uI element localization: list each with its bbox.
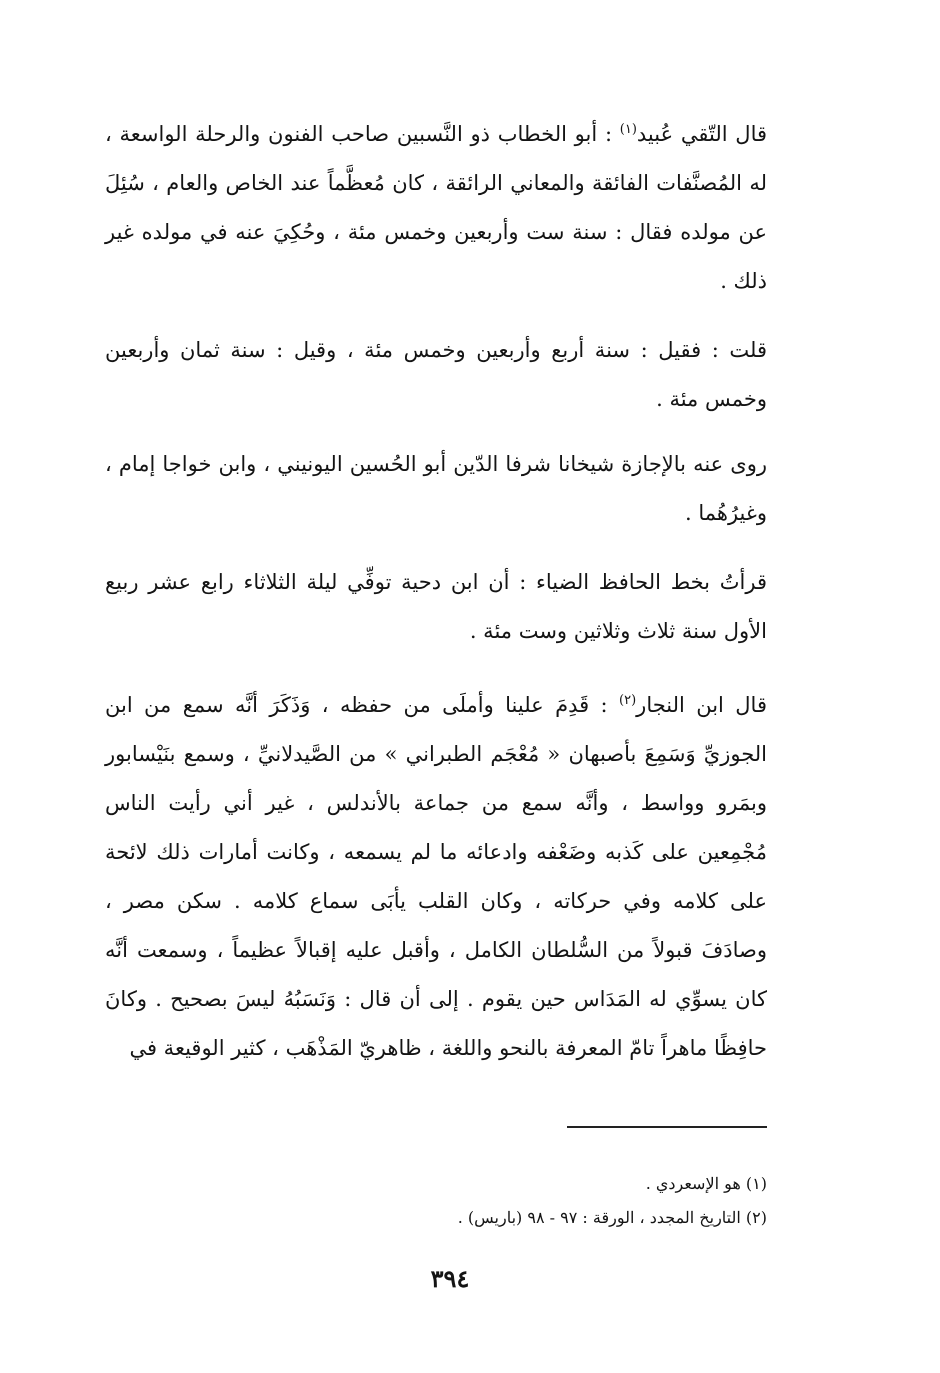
main-text — [105, 110, 767, 1073]
footnote-ref-2: (٢) — [619, 693, 637, 708]
footnote-divider — [567, 1126, 767, 1128]
paragraph-2: قلت : فقيل : سنة أربع وأربعين وخمس مئة ، وقيل : سنة ثمان وأربعين وخمس مئة . — [105, 338, 767, 411]
paragraph-1 — [105, 110, 767, 306]
paragraph-5-opening: قال ابن النجار — [636, 693, 767, 717]
paragraph-1-body: : أبو الخطاب ذو النَّسبين صاحب الفنون والرحلة الواسعة ، له المُصنَّفات الفائقة والمعاني الرائقة ، كان مُعظَّماً عند الخاص والعام ، سُئِلَ عن مولده فقال : سنة ست وأربعين وخمس مئة ، وحُكِيَ عنه في مولده غير ذلك . — [105, 122, 767, 293]
footnotes — [105, 1167, 767, 1235]
page-number: ٣٩٤ — [430, 1264, 470, 1293]
paragraph-1-opening: قال التّقي عُبيد — [636, 122, 768, 146]
footnote-1: (١) هو الإسعردي . — [645, 1174, 767, 1193]
paragraph-5 — [105, 681, 767, 1073]
paragraph-5-body: : قَدِمَ علينا وأملَى من حفظه ، وَذَكَرَ أنَّه سمع من ابن الجوزيِّ وَسَمِعَ بأصبهان « مُعْجَم الطبراني » من الصَّيدلانيِّ ، وسمع بنَيْسابور وبمَرو وواسط ، وأنَّه سمع من جماعة بالأندلس ، غير أني رأيت الناس مُجْمِعين على كَذبه وضَعْفه وادعائه ما لم يسمعه ، وكانت أمارات ذلك لائحة على كلامه وفي حركاته ، وكان القلب يأبَى سماع كلامه . سكن مصر ، وصادَفَ قبولاً من السُّلطان الكامل ، وأقبل عليه إقبالاً عظيماً ، وسمعت أنَّه كان يسوِّي له المَدَاس حين يقوم . إلى أن قال : وَنَسَبُهُ ليسَ بصحيح . وكانَ حافِظًا ماهراً تامّ المعرفة بالنحو واللغة ، ظاهريّ المَذْهَب ، كثير الوقيعة في — [105, 693, 767, 1060]
footnote-2: (٢) التاريخ المجدد ، الورقة : ٩٧ - ٩٨ (باريس) . — [457, 1208, 767, 1227]
paragraph-3: روى عنه بالإجازة شيخانا شرفا الدّين أبو الحُسين اليونيني ، وابن خواجا إمام ، وغيرُهُما . — [105, 452, 767, 525]
footnote-ref-1: (١) — [619, 122, 637, 137]
paragraph-4: قرأتُ بخط الحافظ الضياء : أن ابن دحية توفِّي ليلة الثلاثاء رابع عشر ربيع الأول سنة ثلاث وثلاثين وست مئة . — [105, 570, 767, 643]
